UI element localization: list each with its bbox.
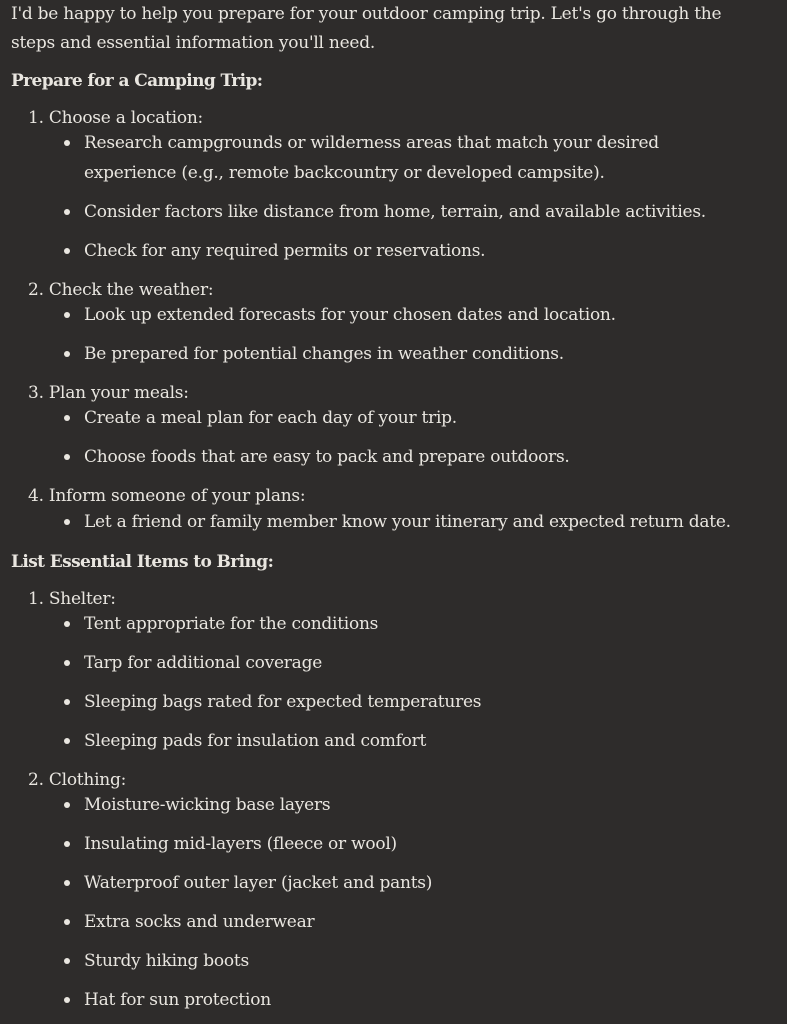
bullet-item: Sleeping bags rated for expected temperatures [84, 692, 482, 712]
bullet-dot [64, 841, 70, 847]
bullet-item: Sleeping pads for insulation and comfort [84, 731, 427, 751]
bullet-dot [64, 738, 70, 744]
bullet-dot [64, 997, 70, 1003]
bullet-item: Sturdy hiking boots [84, 951, 249, 971]
bullet-item: Tent appropriate for the conditions [84, 614, 379, 634]
bullet-item: Consider factors like distance from home, terrain, and available activities. [84, 202, 706, 222]
bullet-dot [64, 415, 70, 421]
step-label: 2. Check the weather: [28, 280, 214, 300]
bullet-item: Look up extended forecasts for your chosen dates and location. [84, 305, 616, 325]
bullet-item: Moisture-wicking base layers [84, 795, 331, 815]
bullet-item: Waterproof outer layer (jacket and pants) [84, 873, 433, 893]
bullet-dot [64, 209, 70, 215]
bullet-dot [64, 802, 70, 808]
bullet-item: Hat for sun protection [84, 990, 271, 1010]
heading-prepare: Prepare for a Camping Trip: [11, 71, 263, 91]
heading-essentials: List Essential Items to Bring: [11, 552, 274, 572]
bullet-dot [64, 454, 70, 460]
group-label: 1. Shelter: [28, 589, 116, 609]
bullet-dot [64, 140, 70, 146]
step-label: 1. Choose a location: [28, 108, 204, 128]
bullet-dot [64, 699, 70, 705]
bullet-item: Be prepared for potential changes in weather conditions. [84, 344, 564, 364]
bullet-dot [64, 660, 70, 666]
bullet-dot [64, 351, 70, 357]
bullet-dot [64, 919, 70, 925]
step-label: 4. Inform someone of your plans: [28, 486, 306, 506]
bullet-dot [64, 312, 70, 318]
intro-paragraph: I'd be happy to help you prepare for your outdoor camping trip. Let's go through the steps and essential information you'll need. [11, 4, 722, 53]
bullet-dot [64, 248, 70, 254]
bullet-item: Extra socks and underwear [84, 912, 315, 932]
bullet-item: Create a meal plan for each day of your trip. [84, 408, 457, 428]
bullet-item: Research campgrounds or wilderness areas that match your desired experience (e.g., remote backcountry or developed campsite). [84, 133, 659, 183]
bullet-dot [64, 621, 70, 627]
bullet-item: Check for any required permits or reservations. [84, 241, 486, 261]
bullet-dot [64, 958, 70, 964]
bullet-dot [64, 880, 70, 886]
bullet-item: Let a friend or family member know your itinerary and expected return date. [84, 512, 731, 532]
bullet-item: Tarp for additional coverage [84, 653, 323, 673]
step-label: 3. Plan your meals: [28, 383, 189, 403]
bullet-item: Insulating mid-layers (fleece or wool) [84, 834, 397, 854]
group-label: 2. Clothing: [28, 770, 127, 790]
bullet-item: Choose foods that are easy to pack and prepare outdoors. [84, 447, 570, 467]
bullet-dot [64, 519, 70, 525]
